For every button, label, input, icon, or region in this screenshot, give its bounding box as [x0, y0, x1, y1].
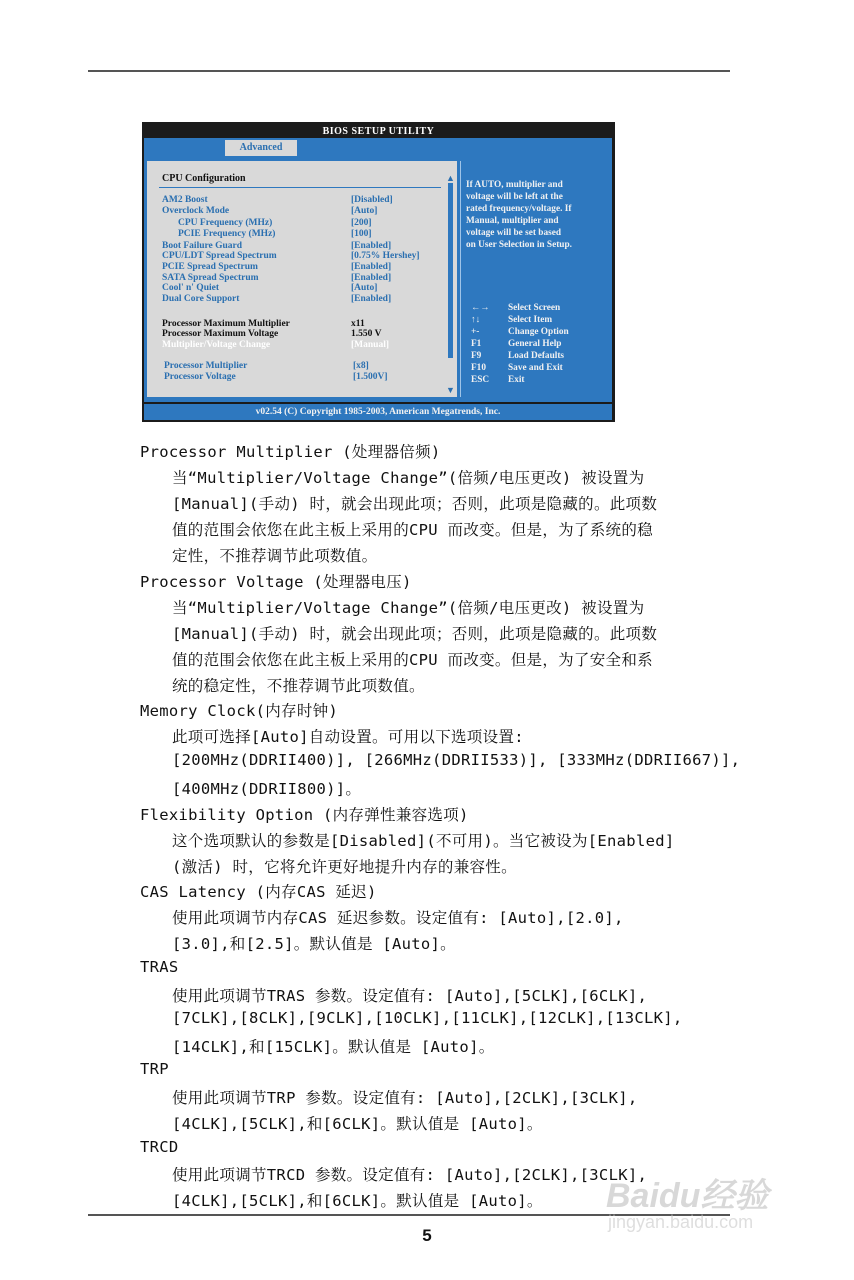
setting-label: CPU Frequency (MHz) [178, 218, 273, 228]
key-row [471, 351, 611, 363]
setting-value: [100] [351, 229, 372, 239]
setting-row-cool-n-quiet [147, 283, 447, 294]
setting-value: [Auto] [351, 283, 378, 293]
body-line: 值的范围会依您在此主板上采用的CPU 而改变。但是，为了安全和系 [172, 651, 653, 669]
body-line: [Manual](手动) 时，就会出现此项；否则，此项是隐藏的。此项数 [172, 625, 658, 643]
body-line: 当“Multiplier/Voltage Change”(倍频/电压更改) 被设置为 [172, 469, 645, 487]
setting-row-processor-voltage [147, 372, 447, 383]
setting-row-overclock-mode [147, 206, 447, 217]
setting-value: [Enabled] [351, 294, 392, 304]
baidu-watermark-logo [594, 1168, 814, 1248]
body-line: [Manual](手动) 时，就会出现此项；否则，此项是隐藏的。此项数 [172, 495, 658, 513]
help-line: Manual, multiplier and [466, 216, 559, 226]
key-name: ↑↓ [471, 315, 481, 325]
body-line: [4CLK],[5CLK],和[6CLK]。默认值是 [Auto]。 [172, 1115, 543, 1133]
setting-label: Cool' n' Quiet [162, 283, 220, 293]
section-title: CPU Configuration [162, 173, 246, 184]
setting-value: [0.75% Hershey] [351, 251, 420, 261]
heading-processor-voltage: Processor Voltage (处理器电压) [140, 573, 412, 591]
body-line: [400MHz(DDRII800)]。 [172, 780, 362, 798]
setting-label: Multiplier/Voltage Change [162, 340, 271, 350]
key-name: F9 [471, 351, 482, 361]
body-line: 统的稳定性，不推荐调节此项数值。 [172, 677, 425, 695]
heading-cas-latency: CAS Latency (内存CAS 延迟) [140, 883, 377, 901]
scroll-down-icon: ▼ [446, 385, 455, 395]
key-desc: Change Option [508, 327, 569, 337]
setting-value: [Auto] [351, 206, 378, 216]
key-desc: General Help [508, 339, 562, 349]
bios-settings-panel [147, 161, 457, 397]
key-desc: Load Defaults [508, 351, 565, 361]
heading-flexibility-option: Flexibility Option (内存弹性兼容选项) [140, 806, 469, 824]
help-line: voltage will be set based [466, 228, 562, 238]
key-name: ESC [471, 375, 490, 385]
setting-value: 1.550 V [351, 329, 382, 339]
setting-label: PCIE Spread Spectrum [162, 262, 258, 272]
setting-value: [1.500V] [353, 372, 388, 382]
setting-label: Processor Voltage [164, 372, 236, 382]
setting-value: [x8] [353, 361, 369, 371]
setting-label: AM2 Boost [162, 195, 208, 205]
body-line: 当“Multiplier/Voltage Change”(倍频/电压更改) 被设置为 [172, 599, 645, 617]
scroll-thumb [448, 183, 453, 358]
setting-value: x11 [351, 319, 365, 329]
key-desc: Select Screen [508, 303, 561, 313]
body-line: [3.0],和[2.5]。默认值是 [Auto]。 [172, 935, 456, 953]
body-line: 值的范围会依您在此主板上采用的CPU 而改变。但是，为了系统的稳 [172, 521, 653, 539]
setting-row-am2-boost [147, 195, 447, 206]
scroll-up-icon: ▲ [446, 173, 455, 183]
setting-row-dual-core [147, 294, 447, 305]
key-desc: Save and Exit [508, 363, 563, 373]
setting-value: [Enabled] [351, 273, 392, 283]
setting-label: PCIE Frequency (MHz) [178, 229, 276, 239]
bios-footer: v02.54 (C) Copyright 1985-2003, American Megatrends, Inc. [144, 404, 612, 420]
setting-row-pcie-frequency [147, 229, 447, 240]
heading-tras: TRAS [140, 958, 179, 976]
setting-value: [Disabled] [351, 195, 393, 205]
body-line: 这个选项默认的参数是[Disabled](不可用)。当它被设为[Enabled] [172, 832, 675, 850]
help-line: rated frequency/voltage. If [466, 204, 572, 214]
section-divider [159, 187, 441, 188]
body-line: 使用此项调节TRCD 参数。设定值有: [Auto],[2CLK],[3CLK], [172, 1166, 648, 1184]
help-line: on User Selection in Setup. [466, 240, 572, 250]
setting-label: Processor Maximum Multiplier [162, 319, 290, 329]
body-line: 使用此项调节TRAS 参数。设定值有: [Auto],[5CLK],[6CLK], [172, 987, 648, 1005]
key-row [471, 339, 611, 351]
key-row [471, 363, 611, 375]
setting-row-pcie-spread [147, 262, 447, 273]
setting-row-multiplier-voltage-change [147, 340, 447, 351]
top-rule [88, 70, 730, 72]
body-line: 使用此项调节内存CAS 延迟参数。设定值有: [Auto],[2.0], [172, 909, 624, 927]
key-name: F1 [471, 339, 482, 349]
setting-row-cpu-frequency [147, 218, 447, 229]
help-line: If AUTO, multiplier and [466, 180, 563, 190]
setting-value: [200] [351, 218, 372, 228]
body-line: 使用此项调节TRP 参数。设定值有: [Auto],[2CLK],[3CLK], [172, 1089, 638, 1107]
setting-value: [Enabled] [351, 262, 392, 272]
watermark-brand: Baidu经验 [606, 1177, 769, 1215]
help-line: voltage will be left at the [466, 192, 563, 202]
heading-trcd: TRCD [140, 1138, 179, 1156]
heading-trp: TRP [140, 1060, 169, 1078]
page-number: 5 [422, 1226, 432, 1245]
key-row [471, 303, 611, 315]
setting-label: CPU/LDT Spread Spectrum [162, 251, 277, 261]
help-panel [460, 161, 611, 397]
scrollbar [445, 173, 455, 395]
setting-label: Boot Failure Guard [162, 241, 243, 251]
bios-tab-bar [144, 138, 612, 156]
bios-screenshot [142, 122, 615, 422]
heading-processor-multiplier: Processor Multiplier (处理器倍频) [140, 443, 441, 461]
key-desc: Select Item [508, 315, 553, 325]
setting-value: [Manual] [351, 340, 389, 350]
body-line: [14CLK],和[15CLK]。默认值是 [Auto]。 [172, 1038, 495, 1056]
body-line: 定性，不推荐调节此项数值。 [172, 547, 378, 565]
setting-label: Overclock Mode [162, 206, 230, 216]
help-text [466, 179, 611, 251]
body-line: [4CLK],[5CLK],和[6CLK]。默认值是 [Auto]。 [172, 1192, 543, 1210]
key-row [471, 375, 611, 387]
key-desc: Exit [508, 375, 525, 385]
body-line: 此项可选择[Auto]自动设置。可用以下选项设置: [172, 728, 524, 746]
key-row [471, 315, 611, 327]
key-name: +- [471, 327, 480, 337]
body-line: [200MHz(DDRII400)], [266MHz(DDRII533)], [333MHz(DDRII667)], [172, 751, 741, 769]
key-row [471, 327, 611, 339]
tab-advanced: Advanced [225, 140, 297, 156]
setting-row-cpu-ldt-spread [147, 251, 447, 262]
setting-label: Processor Multiplier [164, 361, 248, 371]
setting-label: Processor Maximum Voltage [162, 329, 279, 339]
watermark-url: jingyan.baidu.com [608, 1212, 754, 1232]
bios-main-panel [144, 156, 612, 402]
body-line: (激活) 时，它将允许更好地提升内存的兼容性。 [172, 858, 517, 876]
setting-label: Dual Core Support [162, 294, 240, 304]
key-name: F10 [471, 363, 486, 373]
setting-row-max-voltage [147, 329, 447, 340]
setting-label: SATA Spread Spectrum [162, 273, 259, 283]
heading-memory-clock: Memory Clock(内存时钟) [140, 702, 339, 720]
key-legend [471, 303, 611, 387]
setting-row-processor-multiplier [147, 361, 447, 372]
setting-value: [Enabled] [351, 241, 392, 251]
bios-title: BIOS SETUP UTILITY [322, 126, 435, 137]
key-name: ←→ [471, 303, 490, 313]
body-line: [7CLK],[8CLK],[9CLK],[10CLK],[11CLK],[12CLK],[13CLK], [172, 1009, 683, 1027]
